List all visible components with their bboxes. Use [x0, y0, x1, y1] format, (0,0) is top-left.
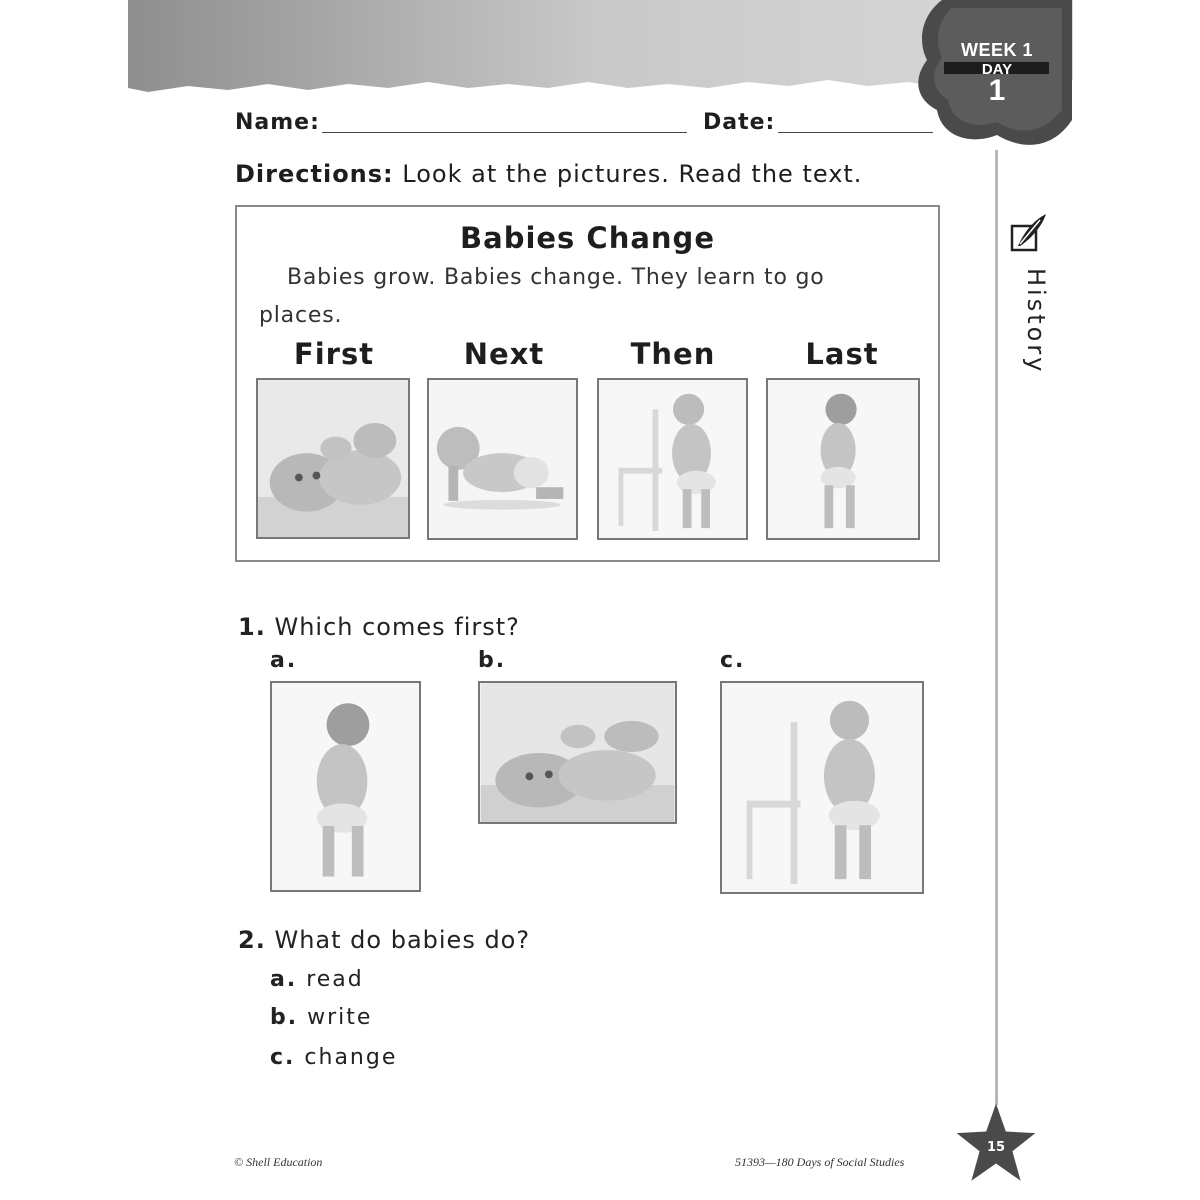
q2-option-b[interactable]	[270, 1005, 372, 1030]
q1-option-c-photo[interactable]	[720, 681, 924, 894]
sequence-label-first: First	[293, 337, 375, 371]
q1-option-c-letter: c.	[720, 648, 746, 673]
passage-title: Babies Change	[460, 221, 715, 255]
baby-lying-photo	[256, 378, 410, 539]
directions-label: Directions:	[235, 160, 394, 188]
q2-option-a-letter: a.	[270, 967, 298, 992]
name-label: Name:	[235, 110, 320, 135]
question-2	[238, 926, 530, 954]
question-2-number: 2.	[238, 926, 266, 954]
question-2-text: What do babies do?	[274, 926, 531, 954]
subject-label: History	[1022, 268, 1050, 375]
sequence-label-then: Then	[630, 337, 716, 371]
sequence-label-next: Next	[463, 337, 545, 371]
q2-option-a[interactable]	[270, 967, 364, 992]
date-label: Date:	[703, 110, 776, 135]
q2-option-b-letter: b.	[270, 1005, 299, 1030]
footer-copyright: © Shell Education	[234, 1155, 323, 1169]
page-number: 15	[986, 1140, 1006, 1155]
directions-text: Look at the pictures. Read the text.	[402, 160, 863, 188]
side-divider	[995, 150, 998, 1105]
date-field[interactable]	[778, 132, 933, 133]
sequence-label-last: Last	[805, 337, 879, 371]
week-label: WEEK 1	[960, 40, 1033, 60]
q1-option-b-photo[interactable]	[478, 681, 677, 824]
quill-icon	[1010, 212, 1048, 252]
q1-option-b-letter: b.	[478, 648, 507, 673]
question-1-number: 1.	[238, 613, 266, 641]
name-field[interactable]	[322, 132, 687, 133]
q1-option-a-photo[interactable]	[270, 681, 421, 892]
q2-option-c[interactable]	[270, 1045, 397, 1070]
directions	[235, 160, 862, 188]
q2-option-b-text: write	[307, 1005, 373, 1030]
question-1	[238, 613, 520, 641]
baby-walking-photo	[766, 378, 920, 540]
q2-option-c-text: change	[304, 1045, 398, 1070]
q2-option-c-letter: c.	[270, 1045, 296, 1070]
baby-crawling-photo	[427, 378, 578, 540]
q2-option-a-text: read	[306, 967, 364, 992]
day-number: 1	[988, 74, 1006, 107]
baby-standing-chair-photo	[597, 378, 748, 540]
passage-text: Babies grow. Babies change. They learn to go places.	[259, 265, 825, 328]
footer-book-title: 51393—180 Days of Social Studies	[735, 1155, 905, 1169]
q1-option-a-letter: a.	[270, 648, 298, 673]
question-1-text: Which comes first?	[274, 613, 520, 641]
day-label: DAY	[981, 61, 1013, 78]
